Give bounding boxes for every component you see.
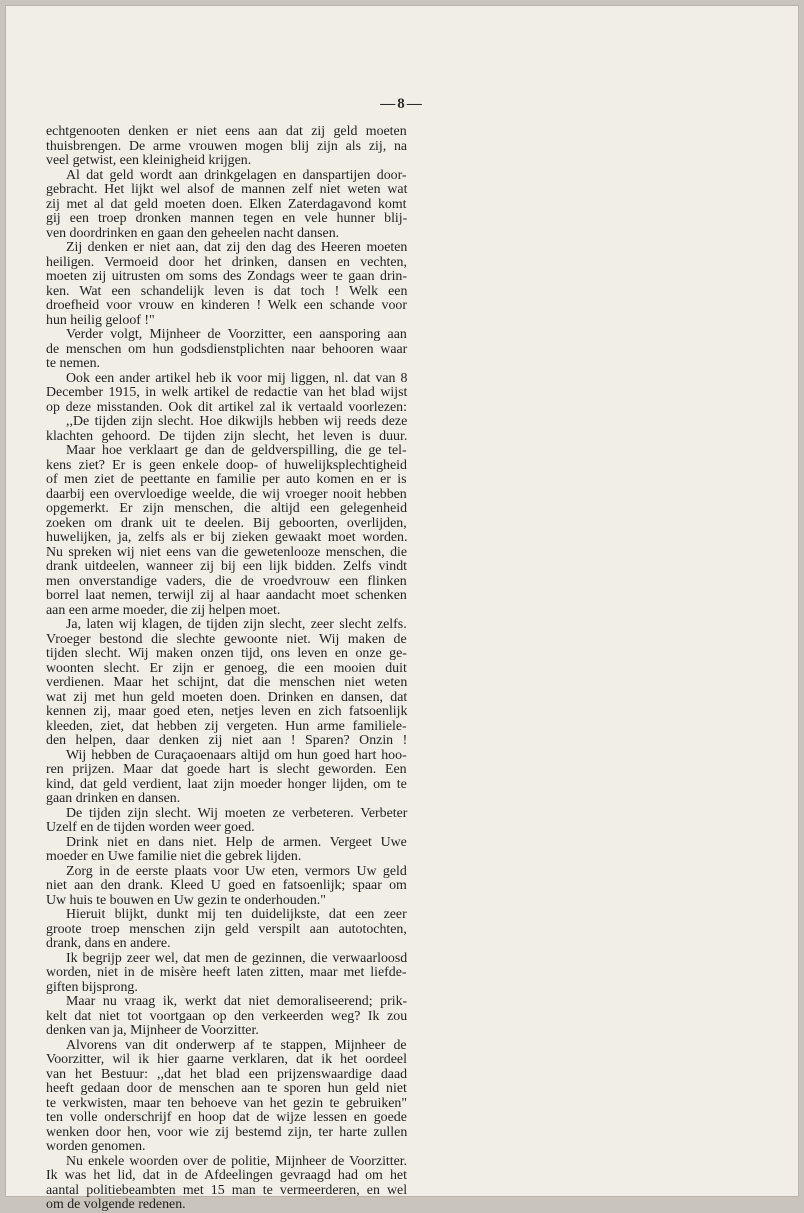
text-line xyxy=(46,807,407,822)
text-line-content: gij een troep dronken mannen tegen en vele hunner blij- xyxy=(46,211,408,226)
text-line xyxy=(46,1097,407,1112)
text-line xyxy=(46,1068,407,1083)
text-line-content: zij met al dat geld moeten doen. Elken Zaterdagavond komt xyxy=(46,196,407,212)
text-line xyxy=(46,198,407,213)
text-line-content: Uw huis te bouwen en Uw gezin te onderhouden." xyxy=(46,892,326,908)
text-line-content: groote troep menschen zijn geld verspilt aan autotochten, xyxy=(46,921,407,937)
text-line xyxy=(46,633,407,648)
text-line xyxy=(46,270,407,285)
text-line xyxy=(46,154,407,169)
text-line xyxy=(46,763,407,778)
text-line xyxy=(46,256,407,271)
text-line xyxy=(46,1082,407,1097)
text-line-content: heeft gedaan door de menschen aan te sporen hun geld niet xyxy=(46,1081,407,1096)
text-line-content: Al dat geld wordt aan drinkgelagen en danspartijen door- xyxy=(66,167,407,183)
text-line xyxy=(46,1198,407,1213)
text-line-content: borrel laat nemen, terwijl zij al haar aandacht moet schenken xyxy=(46,588,407,603)
text-line xyxy=(46,169,407,184)
text-line xyxy=(46,1024,407,1039)
text-line-content: verdienen. Maar het schijnt, dat die menschen niet weten xyxy=(46,675,408,690)
text-line xyxy=(46,546,407,561)
text-line-content: zoeken om drank uit te deelen. Bij geboorten, overlijden, xyxy=(46,515,407,531)
text-line-content: gaan drinken en dansen. xyxy=(46,791,181,806)
text-line xyxy=(46,183,407,198)
text-line-content: kens ziet? Er is geen enkele doop- of huwelijksplechtigheid xyxy=(46,457,407,473)
text-line-content: hun heilig geloof !" xyxy=(46,312,155,328)
text-line-content: of men ziet de peettante en familie per auto komen en er is xyxy=(46,472,407,487)
text-line-content: drank, dans en andere. xyxy=(46,936,171,951)
text-line xyxy=(46,473,407,488)
text-line-content: kelt dat niet tot voortgaan op den verkeerden weg? Ik zou xyxy=(46,1008,408,1024)
text-line xyxy=(46,836,407,851)
text-line-content: Maar nu vraag ik, werkt dat niet demoraliseerend; prik- xyxy=(66,994,408,1009)
text-line xyxy=(46,357,407,372)
text-line xyxy=(46,1039,407,1054)
text-line-content: Uzelf en de tijden worden weer goed. xyxy=(46,820,255,835)
text-line-content: Verder volgt, Mijnheer de Voorzitter, een aansporing aan xyxy=(66,327,407,342)
text-line-content: heiligen. Vermoeid door het drinken, dansen en vechten, xyxy=(46,254,407,270)
text-line xyxy=(46,676,407,691)
text-line xyxy=(46,1111,407,1126)
text-line xyxy=(46,386,407,401)
text-line-content: Ik was het lid, dat in de Afdeelingen gevraagd had om het xyxy=(46,1168,407,1183)
page-number: —8— xyxy=(380,96,424,112)
text-line-content: Wij hebben de Curaçaoenaars altijd om hun goed hart hoo- xyxy=(66,747,407,763)
text-line xyxy=(46,125,407,140)
text-line-content: droefheid voor vrouw en kinderen ! Welk een schande voor xyxy=(46,298,407,313)
text-line-content: moeten zij uitrusten om soms des Zondags weer te gaan drin- xyxy=(46,269,408,284)
text-line-content: gebracht. Het lijkt wel alsof de mannen zelf niet weten wat xyxy=(46,182,408,197)
text-line xyxy=(46,314,407,329)
text-line xyxy=(46,734,407,749)
text-line-content: woonten slecht. Er zijn er genoeg, die een mooien duit xyxy=(46,660,407,676)
text-line xyxy=(46,937,407,952)
text-line xyxy=(46,575,407,590)
text-line-content: worden genomen. xyxy=(46,1139,146,1154)
text-line xyxy=(46,1140,407,1155)
text-line-content: Ja, laten wij klagen, de tijden zijn slecht, zeer slecht zelfs. xyxy=(66,617,407,632)
text-line xyxy=(46,647,407,662)
text-line-content: opgemerkt. Er zijn menschen, die altijd een gelegenheid xyxy=(46,501,408,516)
text-line xyxy=(46,589,407,604)
text-line-content: van het Bestuur: ,,dat het blad een prijzenswaardige daad xyxy=(46,1066,408,1082)
text-line-content: giften bijsprong. xyxy=(46,979,138,995)
body-text xyxy=(46,125,407,1213)
text-line xyxy=(46,850,407,865)
text-line xyxy=(46,1169,407,1184)
text-line xyxy=(46,720,407,735)
text-line-content: De tijden zijn slecht. Wij moeten ze verbeteren. Verbeter xyxy=(66,805,408,821)
text-line xyxy=(46,865,407,880)
text-line xyxy=(46,1184,407,1199)
text-line xyxy=(46,966,407,981)
text-line xyxy=(46,778,407,793)
text-line xyxy=(46,691,407,706)
text-line xyxy=(46,227,407,242)
document-page xyxy=(6,6,798,1212)
text-line-content: kind, dat geld verdient, laat zijn moeder honger lijden, om te xyxy=(46,776,407,792)
text-line-content: niet aan den drank. Kleed U goed en fatsoenlijk; spaar om xyxy=(46,878,407,893)
text-line-content: te verkwisten, maar ten behoeve van het gezin te gebruiken" xyxy=(46,1095,408,1111)
text-line-content: daarbij een overvloedige weelde, die wij vroeger nooit hebben xyxy=(46,486,407,502)
text-line-content: wat zij met hun geld moeten doen. Drinken en dansen, dat xyxy=(46,689,408,705)
text-line xyxy=(46,1155,407,1170)
text-line-content: aantal politiebeambten met 15 man te vermeerderen, en wel xyxy=(46,1182,408,1198)
text-line-content: worden, niet in de misère heeft laten zitten, maar met liefde- xyxy=(46,965,407,980)
text-line xyxy=(46,1053,407,1068)
text-line-content: te nemen. xyxy=(46,356,100,371)
text-line xyxy=(46,502,407,517)
text-line xyxy=(46,328,407,343)
text-line-content: Hieruit blijkt, dunkt mij ten duidelijkste, dat een zeer xyxy=(66,907,407,922)
text-line-content: de menschen om hun godsdienstplichten naar behooren waar xyxy=(46,341,408,357)
text-line xyxy=(46,879,407,894)
text-line-content: men onverstandige vaders, die de vroedvrouw een flinken xyxy=(46,573,407,589)
text-line xyxy=(46,430,407,445)
text-line-content: Vroeger bestond die slechte gewoonte niet. Wij maken de xyxy=(46,631,407,647)
text-line xyxy=(46,241,407,256)
text-line-content: veel getwist, een kleinigheid krijgen. xyxy=(46,153,252,168)
text-line xyxy=(46,459,407,474)
text-line-content: ven doordrinken en gaan den geheelen nacht dansen. xyxy=(46,225,340,241)
text-line-content: December 1915, in welk artikel de redactie van het blad wijst xyxy=(46,385,408,400)
text-line xyxy=(46,343,407,358)
text-line-content: denken van ja, Mijnheer de Voorzitter. xyxy=(46,1023,259,1038)
text-line-content: aan een arme moeder, die zij helpen moet. xyxy=(46,602,281,618)
text-line xyxy=(46,488,407,503)
text-line xyxy=(46,1010,407,1025)
text-line xyxy=(46,908,407,923)
text-line-content: ken. Wat een schandelijk leven is dat toch ! Welk een xyxy=(46,283,408,299)
text-line-content: Alvorens van dit onderwerp af te stappen, Mijnheer de xyxy=(66,1037,407,1053)
text-line xyxy=(46,981,407,996)
text-line xyxy=(46,517,407,532)
text-line-content: echtgenooten denken er niet eens aan dat zij geld moeten xyxy=(46,124,407,139)
text-line-content: Zorg in de eerste plaats voor Uw eten, vermors Uw geld xyxy=(66,863,407,879)
text-line-content: ren prijzen. Maar dat goede hart is slecht geworden. Een xyxy=(46,762,407,777)
text-line xyxy=(46,401,407,416)
text-line-content: op deze misstanden. Ook dit artikel zal ik vertaald voorlezen: xyxy=(46,399,407,415)
text-line-content: huwelijken, ja, zelfs als er bij zieken gewaakt moet worden. xyxy=(46,530,408,545)
text-line xyxy=(46,705,407,720)
text-line xyxy=(46,1126,407,1141)
text-line-content: drank uitdeelen, wanneer zij bij een lijk bidden. Zelfs vindt xyxy=(46,559,408,574)
text-line xyxy=(46,618,407,633)
text-line-content: om de volgende redenen. xyxy=(46,1197,186,1212)
text-line xyxy=(46,604,407,619)
text-line-content: tijden slecht. Wij maken onzen tijd, ons leven en onze ge- xyxy=(46,646,407,661)
text-line-content: thuisbrengen. De arme vrouwen mogen blij zijn als zij, na xyxy=(46,138,408,154)
text-line xyxy=(46,285,407,300)
text-line xyxy=(46,894,407,909)
text-line-content: kennen zij, maar goed eten, netjes leven en zich fatsoenlijk xyxy=(46,704,408,719)
text-line xyxy=(46,140,407,155)
text-line-content: ten volle onderschrijf en hoop dat de wijze lessen en goede xyxy=(46,1110,407,1125)
text-line xyxy=(46,560,407,575)
text-line-content: Ook een ander artikel heb ik voor mij liggen, nl. dat van 8 xyxy=(66,370,408,386)
text-line xyxy=(46,444,407,459)
text-line-content: Nu spreken wij niet eens van die gewetenlooze menschen, die xyxy=(46,544,408,560)
text-line-content: Zij denken er niet aan, dat zij den dag des Heeren moeten xyxy=(66,240,408,255)
text-line-content: wenken door hen, voor wie zij bestemd zijn, ter harte zullen xyxy=(46,1124,408,1140)
text-line-content: Maar hoe verklaart ge dan de geldverspilling, die ge tel- xyxy=(66,443,407,458)
text-line-content: Ik begrijp zeer wel, dat men de gezinnen, die verwaarloosd xyxy=(66,950,408,966)
text-line xyxy=(46,531,407,546)
text-line-content: klachten gehoord. De tijden zijn slecht, het leven is duur. xyxy=(46,428,408,444)
text-line xyxy=(46,372,407,387)
text-line-content: Voorzitter, wil ik hier gaarne verklaren, dat ik het oordeel xyxy=(46,1052,407,1067)
text-line xyxy=(46,923,407,938)
text-line-content: Nu enkele woorden over de politie, Mijnheer de Voorzitter. xyxy=(66,1153,408,1169)
text-line xyxy=(46,415,407,430)
text-line xyxy=(46,212,407,227)
text-line-content: Drink niet en dans niet. Help de armen. Vergeet Uwe xyxy=(66,834,407,850)
text-line-content: kleeden, ziet, dat hebben zij vergeten. Hun arme familiele- xyxy=(46,718,407,734)
text-line xyxy=(46,995,407,1010)
text-line xyxy=(46,749,407,764)
text-line-content: moeder en Uwe familie niet die gebrek lijden. xyxy=(46,849,302,864)
text-line xyxy=(46,662,407,677)
text-line xyxy=(46,821,407,836)
text-line-content: ,,De tijden zijn slecht. Hoe dikwijls hebben wij reeds deze xyxy=(66,414,408,429)
text-line xyxy=(46,952,407,967)
text-line xyxy=(46,792,407,807)
text-line xyxy=(46,299,407,314)
text-line-content: den helpen, daar denken zij niet aan ! Sparen? Onzin ! xyxy=(46,733,408,748)
